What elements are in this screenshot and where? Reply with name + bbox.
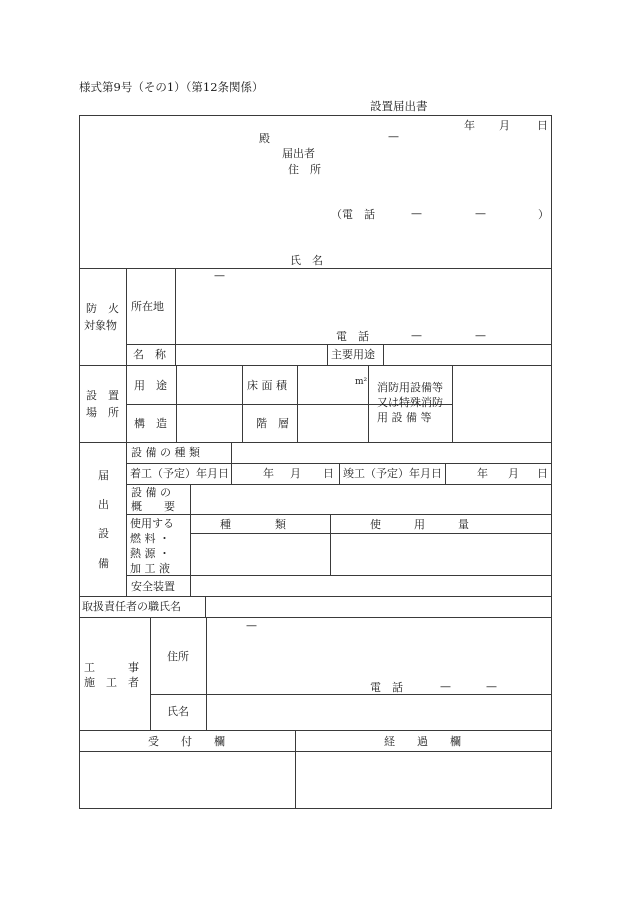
equipment-fuel-label-1: 使用する <box>130 517 174 530</box>
equipment-label-char-1: 届 <box>98 469 109 482</box>
notifier-phone-label: （電 話 <box>331 208 375 221</box>
target-location-label: 所在地 <box>131 300 164 313</box>
place-fire-equipment-1: 消防用設備等 <box>377 381 443 394</box>
contractor-label-1: 工 事 <box>84 661 139 674</box>
progress-column-label: 経 過 欄 <box>384 735 461 748</box>
equipment-completion-date-label: 竣工（予定）年月日 <box>343 467 442 480</box>
equipment-fuel-label-3: 熱 源 ・ <box>130 547 170 560</box>
equipment-type-header: 種 類 <box>220 518 286 531</box>
equipment-start-day: 日 <box>323 467 334 480</box>
contractor-phone-dash-1: — <box>440 680 451 693</box>
place-floor-area-label: 床 面 積 <box>247 379 287 392</box>
contractor-phone-dash-2: — <box>486 680 497 693</box>
place-label-2: 場 所 <box>86 406 119 419</box>
target-label-1: 防 火 <box>86 302 119 315</box>
equipment-label-char-4: 備 <box>98 557 109 570</box>
place-fire-equipment-3: 用 設 備 等 <box>377 411 432 424</box>
equipment-fuel-label-4: 加 工 液 <box>130 562 170 575</box>
equipment-completion-year: 年 <box>477 467 488 480</box>
place-use-label: 用 途 <box>134 379 167 392</box>
form-title: 設置届出書 <box>370 99 428 113</box>
contractor-label-2: 施 工 者 <box>84 676 139 689</box>
contractor-postal-dash: — <box>246 619 257 632</box>
target-phone-dash-2: — <box>475 329 486 342</box>
equipment-start-year: 年 <box>263 467 274 480</box>
equipment-safety-label: 安全装置 <box>131 580 175 593</box>
equipment-start-month: 月 <box>290 467 301 480</box>
notifier-name-label: 氏 名 <box>290 254 323 267</box>
contractor-phone-label: 電 話 <box>370 681 403 694</box>
place-area-unit: m² <box>355 377 368 387</box>
equipment-completion-month: 月 <box>508 467 519 480</box>
notifier-label: 届出者 <box>282 147 315 160</box>
equipment-label-char-3: 設 <box>98 527 109 540</box>
contractor-address-label: 住所 <box>167 650 189 663</box>
target-main-use-label: 主要用途 <box>331 348 375 361</box>
target-postal-dash: — <box>214 269 225 282</box>
equipment-kind-label: 設 備 の 種 類 <box>131 446 200 459</box>
target-phone-dash-1: — <box>411 329 422 342</box>
header-year: 年 <box>464 119 475 132</box>
target-label-2: 対象物 <box>84 319 117 332</box>
form-id: 様式第9号（その1）（第12条関係） <box>79 80 264 94</box>
place-label-1: 設 置 <box>86 389 119 402</box>
notifier-phone-close: ） <box>538 208 549 221</box>
equipment-overview-label-2: 概 要 <box>131 500 175 513</box>
place-floors-label: 階 層 <box>256 417 289 430</box>
equipment-overview-label-1: 設 備 の <box>131 486 171 499</box>
notifier-phone-dash-2: — <box>475 207 486 220</box>
addressee-suffix: 殿 <box>259 132 270 145</box>
place-fire-equipment-2: 又は特殊消防 <box>377 396 443 409</box>
notifier-phone-dash-1: — <box>411 207 422 220</box>
notifier-postal-dash: — <box>388 130 399 143</box>
equipment-start-date-label: 着工（予定）年月日 <box>130 467 229 480</box>
equipment-fuel-label-2: 燃 料 ・ <box>130 532 170 545</box>
contractor-name-label: 氏名 <box>167 705 189 718</box>
target-phone-label: 電 話 <box>336 330 369 343</box>
reception-column-label: 受 付 欄 <box>148 735 225 748</box>
notifier-address-label: 住 所 <box>288 163 321 176</box>
header-month: 月 <box>499 119 510 132</box>
equipment-usage-header: 使 用 量 <box>370 518 469 531</box>
equipment-completion-day: 日 <box>537 467 548 480</box>
place-structure-label: 構 造 <box>134 417 167 430</box>
equipment-label-char-2: 出 <box>98 498 109 511</box>
target-name-label: 名 称 <box>133 348 166 361</box>
manager-label: 取扱責任者の職氏名 <box>82 600 181 613</box>
header-day: 日 <box>537 119 548 132</box>
